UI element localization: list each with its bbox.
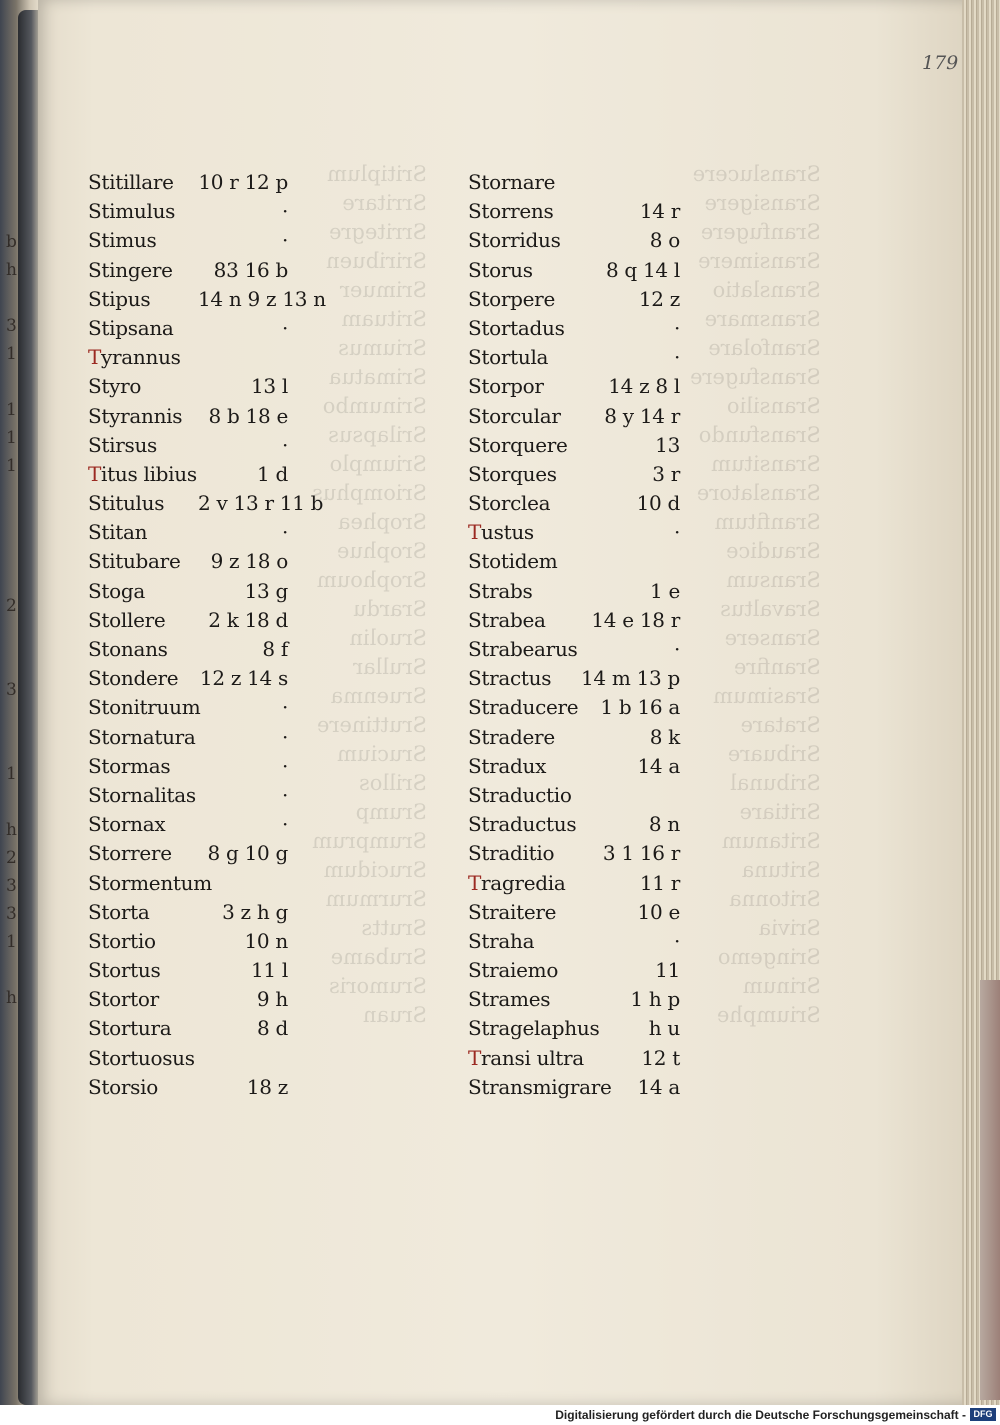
entry-initial: Straha xyxy=(468,928,535,953)
entry-initial: Stortura xyxy=(88,1016,172,1041)
entry-reference: 11 l xyxy=(250,958,288,983)
entry-initial: Storquere xyxy=(468,432,568,457)
index-entry xyxy=(88,168,308,197)
entry-reference: 13 l xyxy=(250,374,288,399)
index-entry xyxy=(468,577,688,606)
entry-reference: 12 t xyxy=(641,1045,680,1070)
entry-word xyxy=(468,898,556,927)
entry-reference: · xyxy=(281,432,288,457)
entry-initial: Straitere xyxy=(468,899,557,924)
entry-reference: 1 b 16 a xyxy=(600,695,680,720)
entry-reference: · xyxy=(281,228,288,253)
dfg-logo-icon: DFG xyxy=(970,1408,996,1421)
index-entry xyxy=(468,547,688,576)
index-entry xyxy=(88,869,308,898)
entry-word xyxy=(468,226,561,255)
entry-reference: 8 k xyxy=(649,724,680,749)
entry-initial: Storus xyxy=(468,257,533,282)
entry-reference: 1 e xyxy=(649,578,680,603)
entry-reference: · xyxy=(673,520,680,545)
index-entry xyxy=(468,256,688,285)
entry-reference: 1 d xyxy=(257,461,288,486)
entry-initial: Storrens xyxy=(468,199,554,224)
index-entry xyxy=(88,518,308,547)
entry-reference: 12 z xyxy=(638,286,680,311)
entry-initial: Storques xyxy=(468,461,557,486)
index-entry xyxy=(88,927,308,956)
entry-reference: 14 a xyxy=(637,753,680,778)
entry-word xyxy=(88,869,212,898)
entry-word xyxy=(468,256,533,285)
index-entry xyxy=(88,314,308,343)
entry-initial: Stitubare xyxy=(88,549,181,574)
entry-reference: · xyxy=(673,637,680,661)
entry-initial: Strames xyxy=(468,987,551,1012)
index-entry xyxy=(88,810,308,839)
entry-initial: Stoga xyxy=(88,578,146,603)
entry-reference: · xyxy=(281,520,288,545)
entry-word xyxy=(468,489,550,518)
entry-reference: 18 z xyxy=(246,1074,288,1099)
index-entry xyxy=(468,372,688,401)
entry-word xyxy=(88,256,173,285)
entry-reference: · xyxy=(281,695,288,720)
entry-word xyxy=(468,577,533,606)
index-entry xyxy=(468,927,688,956)
entry-initial: Strabs xyxy=(468,578,533,603)
entry-reference: · xyxy=(281,812,288,837)
entry-initial: Tyrannus xyxy=(88,345,181,370)
entry-initial: Tustus xyxy=(468,520,534,545)
index-entry xyxy=(88,256,308,285)
entry-reference: 12 z 14 s xyxy=(199,666,288,691)
entry-word xyxy=(468,343,548,372)
entry-initial: Storclea xyxy=(468,491,551,516)
entry-word xyxy=(88,343,181,372)
index-entry xyxy=(88,489,324,518)
index-entry xyxy=(468,898,688,927)
entry-initial: Stormentum xyxy=(88,870,212,895)
index-entry xyxy=(468,489,688,518)
entry-initial: Stirsus xyxy=(88,432,158,457)
entry-word xyxy=(88,226,156,255)
index-entry xyxy=(468,985,688,1014)
entry-word xyxy=(88,372,141,401)
index-entry xyxy=(468,460,688,489)
index-entry xyxy=(88,985,308,1014)
entry-initial: Transi ultra xyxy=(468,1045,584,1070)
entry-reference: 10 d xyxy=(636,491,680,516)
entry-reference: 14 z 8 l xyxy=(608,374,680,399)
entry-initial: Stondere xyxy=(88,666,179,691)
entry-word xyxy=(88,985,159,1014)
index-entry xyxy=(468,197,688,226)
entry-initial: Storpere xyxy=(468,286,555,311)
index-entry xyxy=(88,402,308,431)
entry-initial: Straiemo xyxy=(468,958,559,983)
entry-word xyxy=(88,197,175,226)
entry-initial: Stractus xyxy=(468,666,552,691)
entry-word xyxy=(468,168,555,197)
entry-reference: · xyxy=(281,724,288,749)
index-entry xyxy=(468,693,688,722)
entry-initial: Stimus xyxy=(88,228,157,253)
index-entry xyxy=(88,577,308,606)
entry-word xyxy=(88,577,145,606)
entry-initial: Stornare xyxy=(468,170,556,194)
entry-reference: 8 q 14 l xyxy=(605,257,680,282)
entry-initial: Stragelaphus xyxy=(468,1016,600,1041)
entry-initial: Styro xyxy=(88,374,142,399)
entry-reference: 8 f xyxy=(262,637,288,661)
index-entry xyxy=(88,606,308,635)
index-entry xyxy=(468,314,688,343)
index-entry xyxy=(88,635,308,664)
index-entry xyxy=(468,431,688,460)
entry-initial: Stingere xyxy=(88,257,173,282)
entry-word xyxy=(88,927,156,956)
left-column xyxy=(88,168,326,1102)
entry-reference: 11 r xyxy=(639,870,680,895)
entry-initial: Storrere xyxy=(88,841,172,866)
entry-reference: 14 e 18 r xyxy=(591,607,680,632)
index-entry xyxy=(468,869,688,898)
entry-initial: Storpor xyxy=(468,374,544,399)
page-stack-edge xyxy=(962,0,1000,1405)
entry-reference: 8 n xyxy=(648,812,680,837)
entry-initial: Stransmigrare xyxy=(468,1074,612,1099)
entry-initial: Stitan xyxy=(88,520,148,545)
index-entry xyxy=(88,343,308,372)
entry-initial: Storcular xyxy=(468,403,561,428)
index-entry xyxy=(468,956,688,985)
entry-word xyxy=(88,839,172,868)
entry-word xyxy=(88,489,164,518)
entry-initial: Straditio xyxy=(468,841,555,866)
entry-reference: 8 d xyxy=(257,1016,288,1041)
entry-word xyxy=(88,1044,195,1073)
footer-text: Digitalisierung gefördert durch die Deutsche Forschungsgemeinschaft - xyxy=(555,1408,966,1422)
entry-reference: 2 k 18 d xyxy=(208,607,288,632)
entry-initial: Storta xyxy=(88,899,150,924)
digitization-footer xyxy=(0,1405,1000,1425)
entry-reference: · xyxy=(281,199,288,224)
index-entry xyxy=(468,664,688,693)
index-entry xyxy=(468,635,688,664)
index-entry xyxy=(468,839,688,868)
entry-initial: Stornax xyxy=(88,812,166,837)
entry-word xyxy=(468,197,553,226)
entry-initial: Stonans xyxy=(88,637,168,661)
entry-initial: Stortio xyxy=(88,928,156,953)
index-entry xyxy=(88,693,308,722)
index-entry xyxy=(468,1073,688,1102)
entry-reference: · xyxy=(673,315,680,340)
entry-initial: Straductio xyxy=(468,782,572,807)
entry-word xyxy=(468,547,557,576)
entry-initial: Stotidem xyxy=(468,549,558,574)
index-entry xyxy=(88,898,308,927)
index-entry xyxy=(468,226,688,255)
folio-number: 179 xyxy=(922,52,959,74)
entry-initial: Stortula xyxy=(468,345,549,370)
entry-word xyxy=(88,547,180,576)
entry-word xyxy=(88,752,170,781)
entry-word xyxy=(88,402,182,431)
entry-word xyxy=(88,606,165,635)
entry-initial: Stipsana xyxy=(88,315,174,340)
entry-word xyxy=(88,898,150,927)
entry-initial: Straducere xyxy=(468,695,579,720)
entry-reference: · xyxy=(281,753,288,778)
index-entry xyxy=(88,431,308,460)
entry-reference: 1 h p xyxy=(630,987,680,1012)
entry-initial: Stortor xyxy=(88,987,159,1012)
entry-word xyxy=(468,927,534,956)
index-entry xyxy=(468,343,688,372)
index-entry xyxy=(88,956,308,985)
index-entry xyxy=(468,1014,688,1043)
entry-word xyxy=(88,1014,171,1043)
entry-initial: Stradux xyxy=(468,753,547,778)
index-entry xyxy=(468,168,688,197)
entry-word xyxy=(88,810,165,839)
entry-reference: 2 v 13 r 11 b xyxy=(198,491,324,516)
entry-word xyxy=(88,635,168,664)
index-entry xyxy=(88,372,308,401)
entry-initial: Stornatura xyxy=(88,724,196,749)
entry-initial: Stortus xyxy=(88,958,161,983)
index-entry xyxy=(468,606,688,635)
index-entry xyxy=(88,752,308,781)
entry-word xyxy=(468,402,561,431)
entry-word xyxy=(468,664,551,693)
entry-word xyxy=(88,285,150,314)
entry-initial: Stitillare xyxy=(88,170,174,194)
index-entry xyxy=(88,285,326,314)
index-entry xyxy=(88,1014,308,1043)
entry-reference: 3 z h g xyxy=(222,899,288,924)
entry-initial: Straductus xyxy=(468,812,577,837)
entry-initial: Strabea xyxy=(468,607,546,632)
entry-initial: Storridus xyxy=(468,228,561,253)
index-entry xyxy=(88,664,308,693)
entry-initial: Strabearus xyxy=(468,637,578,661)
entry-reference: · xyxy=(673,345,680,370)
entry-word xyxy=(88,1073,158,1102)
index-entry xyxy=(468,752,688,781)
index-entry xyxy=(88,460,308,489)
entry-reference: 14 r xyxy=(639,199,680,224)
index-entry xyxy=(88,1044,308,1073)
index-entry xyxy=(468,723,688,752)
index-entry xyxy=(88,226,308,255)
entry-word xyxy=(468,285,555,314)
entry-reference: 10 e xyxy=(637,899,680,924)
entry-reference: 10 n xyxy=(244,928,288,953)
entry-initial: Stornalitas xyxy=(88,782,196,807)
entry-reference: 8 y 14 r xyxy=(604,403,680,428)
entry-word xyxy=(468,985,550,1014)
entry-word xyxy=(468,606,546,635)
entry-word xyxy=(468,839,554,868)
entry-word xyxy=(468,372,544,401)
entry-initial: Stonitruum xyxy=(88,695,201,720)
entry-word xyxy=(468,781,572,810)
entry-initial: Tragredia xyxy=(468,870,566,895)
entry-word xyxy=(468,460,557,489)
entry-word xyxy=(468,518,534,547)
entry-reference: 13 g xyxy=(244,578,288,603)
index-entry xyxy=(88,839,308,868)
entry-word xyxy=(88,518,147,547)
index-entry xyxy=(88,1073,308,1102)
entry-reference: · xyxy=(673,928,680,953)
index-entry xyxy=(88,723,308,752)
entry-reference: 9 z 18 o xyxy=(210,549,288,574)
entry-reference: · xyxy=(281,782,288,807)
index-entry xyxy=(468,810,688,839)
entry-reference: 8 g 10 g xyxy=(207,841,288,866)
index-entry xyxy=(88,547,308,576)
entry-word xyxy=(88,956,160,985)
entry-reference: 14 a xyxy=(637,1074,680,1099)
entry-reference: 9 h xyxy=(256,987,288,1012)
entry-initial: Titus libius xyxy=(88,461,197,486)
entry-word xyxy=(468,314,565,343)
entry-initial: Stortuosus xyxy=(88,1045,195,1070)
entry-reference: 13 xyxy=(655,432,680,457)
entry-initial: Stitulus xyxy=(88,491,165,516)
entry-word xyxy=(88,314,174,343)
index-entry xyxy=(468,1044,688,1073)
entry-reference: 11 xyxy=(655,958,680,983)
index-entry xyxy=(468,402,688,431)
entry-word xyxy=(88,460,197,489)
entry-initial: Storsio xyxy=(88,1074,158,1099)
entry-word xyxy=(88,781,196,810)
entry-reference: 8 b 18 e xyxy=(208,403,288,428)
index-entry xyxy=(88,781,308,810)
entry-reference: 83 16 b xyxy=(213,257,288,282)
entry-word xyxy=(88,693,200,722)
previous-page-fragment: b h 3 1 1 1 1 2 3 1 h 2 3 3 1 h xyxy=(6,232,17,1008)
entry-word xyxy=(468,723,555,752)
entry-reference: 3 1 16 r xyxy=(602,841,680,866)
index-entry xyxy=(468,781,688,810)
entry-reference: h u xyxy=(648,1016,680,1041)
entry-reference: 10 r 12 p xyxy=(198,170,288,194)
entry-word xyxy=(88,168,174,197)
entry-initial: Styrannis xyxy=(88,403,183,428)
entry-word xyxy=(88,723,196,752)
entry-reference: 3 r xyxy=(652,461,680,486)
entry-reference: 14 m 13 p xyxy=(580,666,680,691)
entry-word xyxy=(88,664,178,693)
index-entry xyxy=(468,518,688,547)
entry-word xyxy=(468,752,546,781)
entry-word xyxy=(468,869,565,898)
entry-reference: 14 n 9 z 13 n xyxy=(198,286,326,311)
red-edge xyxy=(980,980,1000,1400)
entry-initial: Stormas xyxy=(88,753,171,778)
right-column xyxy=(468,168,688,1102)
entry-word xyxy=(88,431,157,460)
entry-word xyxy=(468,431,568,460)
entry-initial: Stortadus xyxy=(468,315,565,340)
entry-initial: Stipus xyxy=(88,286,151,311)
entry-initial: Stimulus xyxy=(88,199,176,224)
index-entry xyxy=(468,285,688,314)
entry-initial: Stollere xyxy=(88,607,166,632)
entry-word xyxy=(468,956,558,985)
entry-reference: 8 o xyxy=(649,228,680,253)
index-entry xyxy=(88,197,308,226)
entry-initial: Stradere xyxy=(468,724,555,749)
entry-reference: · xyxy=(281,315,288,340)
